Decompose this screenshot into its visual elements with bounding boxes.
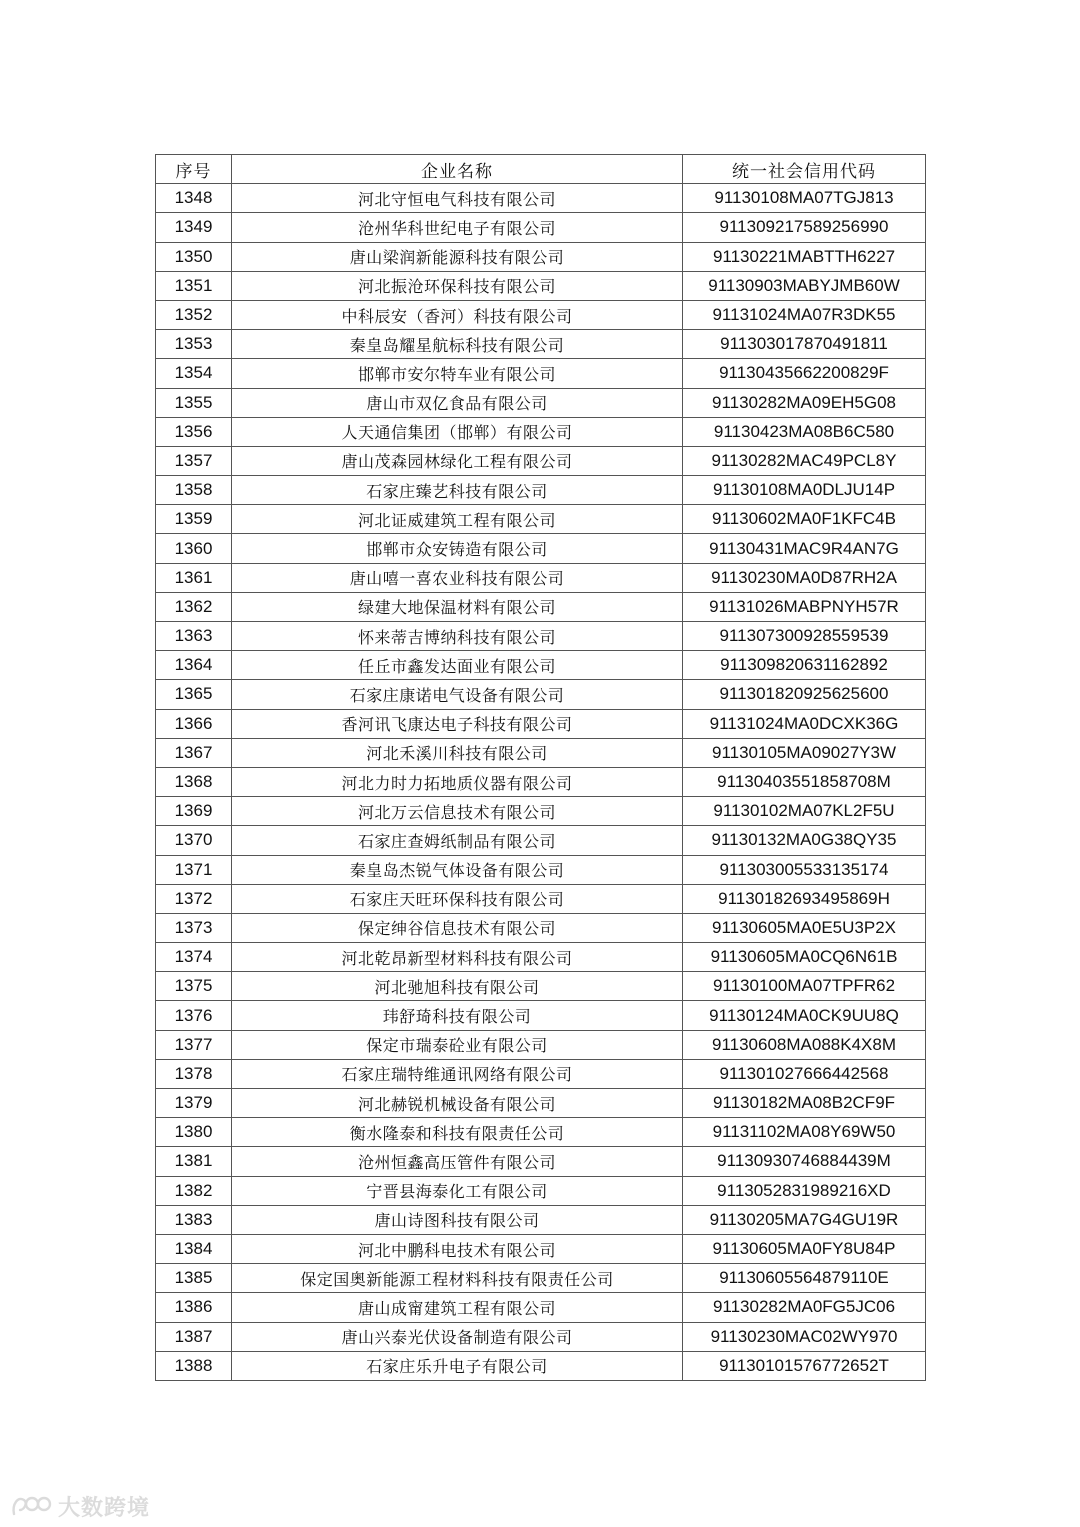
cell-credit-code: 91131024MA0DCXK36G	[683, 709, 926, 738]
cell-index: 1364	[156, 651, 232, 680]
table-row	[156, 330, 926, 359]
watermark-logo-icon	[10, 1492, 54, 1520]
cell-credit-code: 911307300928559539	[683, 622, 926, 651]
table-row	[156, 1030, 926, 1059]
watermark-text: 大数跨境	[58, 1495, 151, 1521]
cell-credit-code: 91130102MA07KL2F5U	[683, 797, 926, 826]
cell-credit-code: 91130100MA07TPFR62	[683, 972, 926, 1001]
table-row	[156, 709, 926, 738]
watermark	[10, 1490, 150, 1522]
cell-company-name: 沧州华科世纪电子有限公司	[232, 213, 683, 242]
cell-index: 1386	[156, 1293, 232, 1322]
cell-index: 1351	[156, 271, 232, 300]
cell-company-name: 河北乾昂新型材料科技有限公司	[232, 943, 683, 972]
table-row	[156, 651, 926, 680]
cell-index: 1378	[156, 1059, 232, 1088]
table-row	[156, 855, 926, 884]
table-row	[156, 1176, 926, 1205]
cell-company-name: 衡水隆泰和科技有限责任公司	[232, 1118, 683, 1147]
cell-company-name: 石家庄乐升电子有限公司	[232, 1351, 683, 1380]
table-row	[156, 359, 926, 388]
cell-company-name: 唐山嘻一喜农业科技有限公司	[232, 563, 683, 592]
cell-company-name: 唐山诗图科技有限公司	[232, 1205, 683, 1234]
cell-index: 1354	[156, 359, 232, 388]
table-row	[156, 213, 926, 242]
cell-index: 1388	[156, 1351, 232, 1380]
table-row	[156, 622, 926, 651]
table-row	[156, 388, 926, 417]
table-row	[156, 943, 926, 972]
cell-credit-code: 91130605564879110E	[683, 1264, 926, 1293]
cell-credit-code: 91130124MA0CK9UU8Q	[683, 1001, 926, 1030]
table-row	[156, 1059, 926, 1088]
cell-company-name: 玮舒琦科技有限公司	[232, 1001, 683, 1030]
table-row	[156, 446, 926, 475]
cell-index: 1387	[156, 1322, 232, 1351]
table-row	[156, 826, 926, 855]
cell-index: 1363	[156, 622, 232, 651]
cell-company-name: 邯郸市安尔特车业有限公司	[232, 359, 683, 388]
cell-credit-code: 911301820925625600	[683, 680, 926, 709]
table-row	[156, 534, 926, 563]
cell-index: 1380	[156, 1118, 232, 1147]
cell-company-name: 唐山兴泰光伏设备制造有限公司	[232, 1322, 683, 1351]
cell-index: 1370	[156, 826, 232, 855]
table-row	[156, 1234, 926, 1263]
cell-company-name: 任丘市鑫发达面业有限公司	[232, 651, 683, 680]
cell-index: 1352	[156, 300, 232, 329]
cell-index: 1362	[156, 592, 232, 621]
cell-index: 1353	[156, 330, 232, 359]
cell-company-name: 秦皇岛杰锐气体设备有限公司	[232, 855, 683, 884]
table-row	[156, 738, 926, 767]
cell-index: 1367	[156, 738, 232, 767]
cell-company-name: 河北赫锐机械设备有限公司	[232, 1089, 683, 1118]
cell-index: 1349	[156, 213, 232, 242]
cell-index: 1350	[156, 242, 232, 271]
cell-credit-code: 91130282MA0FG5JC06	[683, 1293, 926, 1322]
cell-credit-code: 91130930746884439M	[683, 1147, 926, 1176]
header-company-name: 企业名称	[232, 155, 683, 184]
cell-credit-code: 91130423MA08B6C580	[683, 417, 926, 446]
cell-index: 1382	[156, 1176, 232, 1205]
cell-credit-code: 91130903MABYJMB60W	[683, 271, 926, 300]
cell-company-name: 宁晋县海泰化工有限公司	[232, 1176, 683, 1205]
cell-company-name: 唐山茂森园林绿化工程有限公司	[232, 446, 683, 475]
cell-company-name: 河北力时力拓地质仪器有限公司	[232, 767, 683, 796]
table-row	[156, 884, 926, 913]
table-row	[156, 417, 926, 446]
cell-credit-code: 91130101576772652T	[683, 1351, 926, 1380]
cell-index: 1381	[156, 1147, 232, 1176]
cell-credit-code: 91130230MA0D87RH2A	[683, 563, 926, 592]
cell-credit-code: 91130105MA09027Y3W	[683, 738, 926, 767]
cell-credit-code: 91130182693495869H	[683, 884, 926, 913]
cell-credit-code: 911301027666442568	[683, 1059, 926, 1088]
cell-index: 1366	[156, 709, 232, 738]
enterprise-table	[155, 154, 926, 1381]
cell-company-name: 唐山梁润新能源科技有限公司	[232, 242, 683, 271]
cell-index: 1379	[156, 1089, 232, 1118]
cell-company-name: 石家庄查姆纸制品有限公司	[232, 826, 683, 855]
cell-company-name: 唐山市双亿食品有限公司	[232, 388, 683, 417]
table-row	[156, 1264, 926, 1293]
cell-credit-code: 9113040355185870​8M	[683, 767, 926, 796]
cell-credit-code: 911309820631162892	[683, 651, 926, 680]
cell-company-name: 河北驰旭科技有限公司	[232, 972, 683, 1001]
table-row	[156, 1205, 926, 1234]
header-credit-code: 统一社会信用代码	[683, 155, 926, 184]
cell-index: 1384	[156, 1234, 232, 1263]
cell-credit-code: 91130230MAC02WY970	[683, 1322, 926, 1351]
cell-credit-code: 91130108MA0DLJU14P	[683, 476, 926, 505]
cell-company-name: 香河讯飞康达电子科技有限公司	[232, 709, 683, 738]
table-row	[156, 1147, 926, 1176]
cell-index: 1374	[156, 943, 232, 972]
table-row	[156, 1351, 926, 1380]
cell-credit-code: 91130182MA08B2CF9F	[683, 1089, 926, 1118]
cell-index: 1369	[156, 797, 232, 826]
table-header-row	[156, 155, 926, 184]
cell-index: 1365	[156, 680, 232, 709]
table-row	[156, 505, 926, 534]
cell-company-name: 人天通信集团（邯郸）有限公司	[232, 417, 683, 446]
table-row	[156, 592, 926, 621]
cell-credit-code: 911305283198921​6XD	[683, 1176, 926, 1205]
table-row	[156, 1089, 926, 1118]
table-row	[156, 767, 926, 796]
table-row	[156, 271, 926, 300]
cell-company-name: 保定市瑞泰砼业有限公司	[232, 1030, 683, 1059]
cell-index: 1357	[156, 446, 232, 475]
table-row	[156, 184, 926, 213]
cell-index: 1361	[156, 563, 232, 592]
cell-index: 1372	[156, 884, 232, 913]
cell-company-name: 河北中鹏科电技术有限公司	[232, 1234, 683, 1263]
cell-index: 1371	[156, 855, 232, 884]
cell-index: 1360	[156, 534, 232, 563]
cell-index: 1356	[156, 417, 232, 446]
cell-index: 1376	[156, 1001, 232, 1030]
cell-credit-code: 911303017870491811	[683, 330, 926, 359]
table-row	[156, 1322, 926, 1351]
cell-company-name: 石家庄臻艺科技有限公司	[232, 476, 683, 505]
cell-index: 1375	[156, 972, 232, 1001]
cell-credit-code: 91130132MA0G38QY35	[683, 826, 926, 855]
table-row	[156, 913, 926, 942]
cell-company-name: 保定绅谷信息技术有限公司	[232, 913, 683, 942]
cell-index: 1355	[156, 388, 232, 417]
table-row	[156, 476, 926, 505]
cell-company-name: 保定国奥新能源工程材料科技有限责任公司	[232, 1264, 683, 1293]
cell-credit-code: 91130602MA0F1KFC4B	[683, 505, 926, 534]
cell-credit-code: 911303005533135174	[683, 855, 926, 884]
cell-credit-code: 91131024MA07R3DK55	[683, 300, 926, 329]
header-index: 序号	[156, 155, 232, 184]
cell-credit-code: 91130282MA09EH5G08	[683, 388, 926, 417]
table-row	[156, 1293, 926, 1322]
cell-credit-code: 91130221MABTTH6227	[683, 242, 926, 271]
cell-credit-code: 91130605MA0CQ6N61B	[683, 943, 926, 972]
cell-company-name: 邯郸市众安铸造有限公司	[232, 534, 683, 563]
cell-credit-code: 91130608MA088K4X8M	[683, 1030, 926, 1059]
cell-company-name: 河北守恒电气科技有限公司	[232, 184, 683, 213]
cell-index: 1348	[156, 184, 232, 213]
cell-credit-code: 91130605MA0E5U3P2X	[683, 913, 926, 942]
cell-credit-code: 91131102MA08Y69W50	[683, 1118, 926, 1147]
cell-company-name: 河北万云信息技术有限公司	[232, 797, 683, 826]
cell-credit-code: 91130605MA0FY8U84P	[683, 1234, 926, 1263]
cell-credit-code: 91130431MAC9R4AN7G	[683, 534, 926, 563]
cell-index: 1377	[156, 1030, 232, 1059]
cell-company-name: 秦皇岛耀星航标科技有限公司	[232, 330, 683, 359]
cell-company-name: 沧州恒鑫高压管件有限公司	[232, 1147, 683, 1176]
cell-company-name: 唐山成甯建筑工程有限公司	[232, 1293, 683, 1322]
cell-credit-code: 91130205MA7G4GU19R	[683, 1205, 926, 1234]
cell-company-name: 中科辰安（香河）科技有限公司	[232, 300, 683, 329]
cell-company-name: 怀来蒂吉博纳科技有限公司	[232, 622, 683, 651]
cell-company-name: 河北证威建筑工程有限公司	[232, 505, 683, 534]
cell-company-name: 绿建大地保温材料有限公司	[232, 592, 683, 621]
cell-company-name: 河北振沧环保科技有限公司	[232, 271, 683, 300]
cell-company-name: 河北禾溪川科技有限公司	[232, 738, 683, 767]
cell-index: 1373	[156, 913, 232, 942]
cell-credit-code: 91130435662200829F	[683, 359, 926, 388]
cell-index: 1385	[156, 1264, 232, 1293]
cell-index: 1358	[156, 476, 232, 505]
cell-company-name: 石家庄天旺环保科技有限公司	[232, 884, 683, 913]
table-row	[156, 1001, 926, 1030]
cell-credit-code: 91131026MABPNYH57R	[683, 592, 926, 621]
table-row	[156, 797, 926, 826]
cell-company-name: 石家庄康诺电气设备有限公司	[232, 680, 683, 709]
cell-credit-code: 911309217589256990	[683, 213, 926, 242]
cell-index: 1359	[156, 505, 232, 534]
cell-index: 1383	[156, 1205, 232, 1234]
table-row	[156, 563, 926, 592]
table-row	[156, 680, 926, 709]
table-row	[156, 242, 926, 271]
table-row	[156, 972, 926, 1001]
cell-company-name: 石家庄瑞特维通讯网络有限公司	[232, 1059, 683, 1088]
cell-credit-code: 91130282MAC49PCL8Y	[683, 446, 926, 475]
enterprise-table-container	[155, 154, 925, 1381]
table-row	[156, 300, 926, 329]
table-row	[156, 1118, 926, 1147]
cell-index: 1368	[156, 767, 232, 796]
cell-credit-code: 91130108MA07TGJ813	[683, 184, 926, 213]
table-body	[156, 184, 926, 1381]
